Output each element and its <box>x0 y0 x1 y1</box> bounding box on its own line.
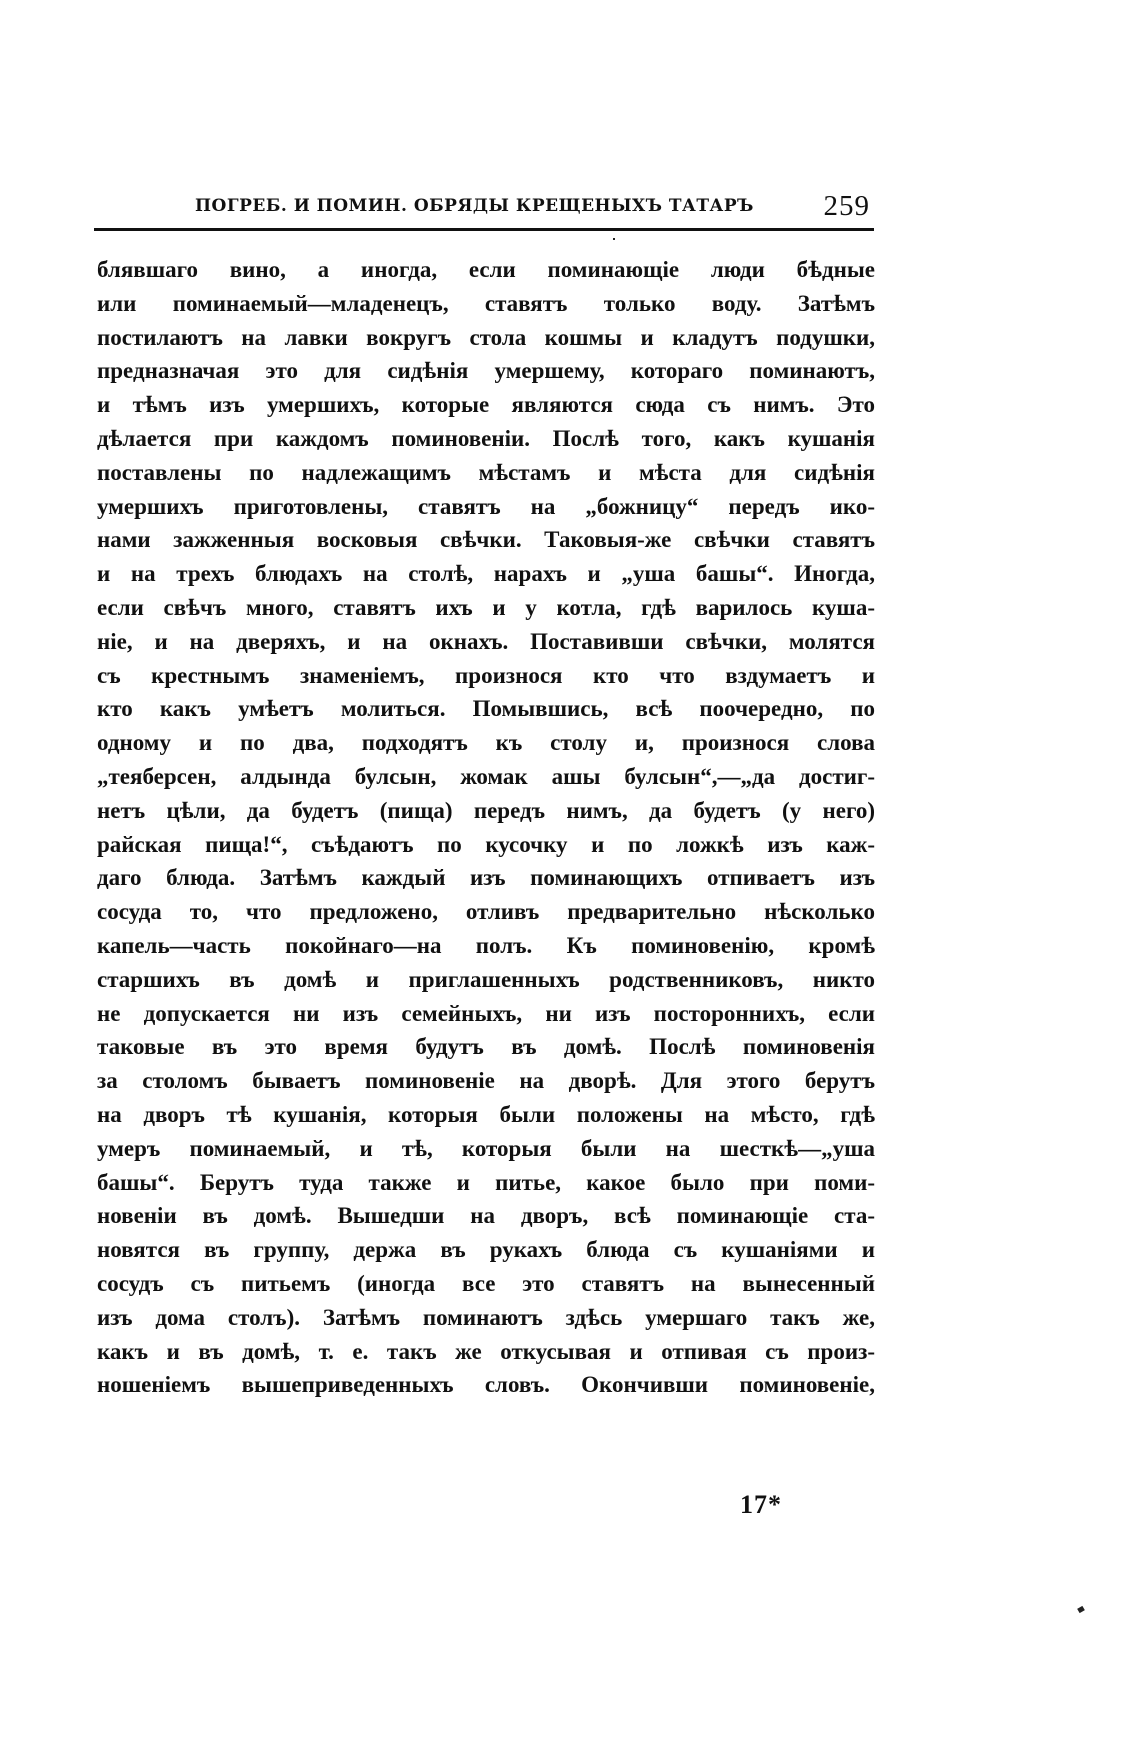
text-line: ношеніемъ вышеприведенныхъ словъ. Окончивши поминовеніе, <box>97 1372 875 1398</box>
text-line: и тѣмъ изъ умершихъ, которые являются сюда съ нимъ. Это <box>97 392 875 418</box>
page-number: 259 <box>823 190 870 222</box>
text-line: „теяберсен, алдында булсын, жомак ашы булсын“,—„да достиг- <box>97 763 875 789</box>
text-line: съ крестнымъ знаменіемъ, произнося кто что вздумаетъ и <box>97 662 875 688</box>
text-line: новятся въ группу, держа въ рукахъ блюда съ кушаніями и <box>97 1237 875 1263</box>
text-line: какъ и въ домѣ, т. е. такъ же откусывая и отпивая съ произ- <box>97 1338 875 1364</box>
text-line: не допускается ни изъ семейныхъ, ни изъ постороннихъ, если <box>97 1000 875 1026</box>
scan-speck <box>613 238 615 240</box>
text-line: таковые въ это время будутъ въ домѣ. Послѣ поминовенія <box>97 1034 875 1060</box>
text-line: постилаютъ на лавки вокругъ стола кошмы и кладутъ подушки, <box>97 324 875 350</box>
text-line: сосудъ съ питьемъ (иногда все это ставятъ на вынесенный <box>97 1270 875 1296</box>
text-line: кто какъ умѣетъ молиться. Помывшись, всѣ поочередно, по <box>97 696 875 722</box>
text-line: ніе, и на дверяхъ, и на окнахъ. Поставивши свѣчки, молятся <box>97 628 875 654</box>
text-line: блявшаго вино, а иногда, если поминающіе люди бѣдные <box>97 257 875 282</box>
text-line: изъ дома столъ). Затѣмъ поминаютъ здѣсь умершаго такъ же, <box>97 1304 875 1330</box>
text-line: предназначая это для сидѣнія умершему, котораго поминаютъ, <box>97 358 875 384</box>
text-line: за столомъ бываетъ поминовеніе на дворѣ. Для этого берутъ <box>97 1068 875 1094</box>
text-line: старшихъ въ домѣ и приглашенныхъ родственниковъ, никто <box>97 966 875 992</box>
text-line: умеръ поминаемый, и тѣ, которыя были на шесткѣ—„уша <box>97 1135 875 1161</box>
text-line: нами зажженныя восковыя свѣчки. Таковыя-же свѣчки ставятъ <box>97 527 875 553</box>
text-line: капель—часть покойнаго—на полъ. Къ поминовенію, кромѣ <box>97 932 875 958</box>
text-line: одному и по два, подходятъ къ столу и, произнося слова <box>97 730 875 756</box>
text-line: умершихъ приготовлены, ставятъ на „божницу“ передъ ико- <box>97 493 875 519</box>
text-line: на дворъ тѣ кушанія, которыя были положены на мѣсто, гдѣ <box>97 1101 875 1127</box>
text-line: даго блюда. Затѣмъ каждый изъ поминающихъ отпиваетъ изъ <box>97 865 875 891</box>
text-line: поставлены по надлежащимъ мѣстамъ и мѣста для сидѣнія <box>97 459 875 485</box>
body-text <box>97 253 875 1402</box>
text-line: райская пища!“, съѣдаютъ по кусочку и по ложкѣ изъ каж- <box>97 831 875 857</box>
text-line: башы“. Берутъ туда также и питье, какое было при поми- <box>97 1169 875 1195</box>
text-line: нетъ цѣли, да будетъ (пища) передъ нимъ, да будетъ (у него) <box>97 797 875 823</box>
scan-speck <box>1077 1606 1085 1613</box>
text-line: сосуда то, что предложено, отливъ предварительно нѣсколько <box>97 899 875 925</box>
page-header <box>94 192 874 232</box>
text-line: или поминаемый—младенецъ, ставятъ только воду. Затѣмъ <box>97 290 875 316</box>
header-rule <box>94 228 874 231</box>
text-line: если свѣчъ много, ставятъ ихъ и у котла, гдѣ варилось куша- <box>97 594 875 620</box>
running-head: ПОГРЕБ. И ПОМИН. ОБРЯДЫ КРЕЩЕНЫХЪ ТАТАРЪ <box>195 196 754 216</box>
text-line: дѣлается при каждомъ поминовеніи. Послѣ того, какъ кушанія <box>97 425 875 451</box>
text-line: и на трехъ блюдахъ на столѣ, нарахъ и „уша башы“. Иногда, <box>97 561 875 587</box>
signature-mark: 17* <box>740 1490 782 1519</box>
text-line: новеніи въ домѣ. Вышедши на дворъ, всѣ поминающіе ста- <box>97 1203 875 1229</box>
